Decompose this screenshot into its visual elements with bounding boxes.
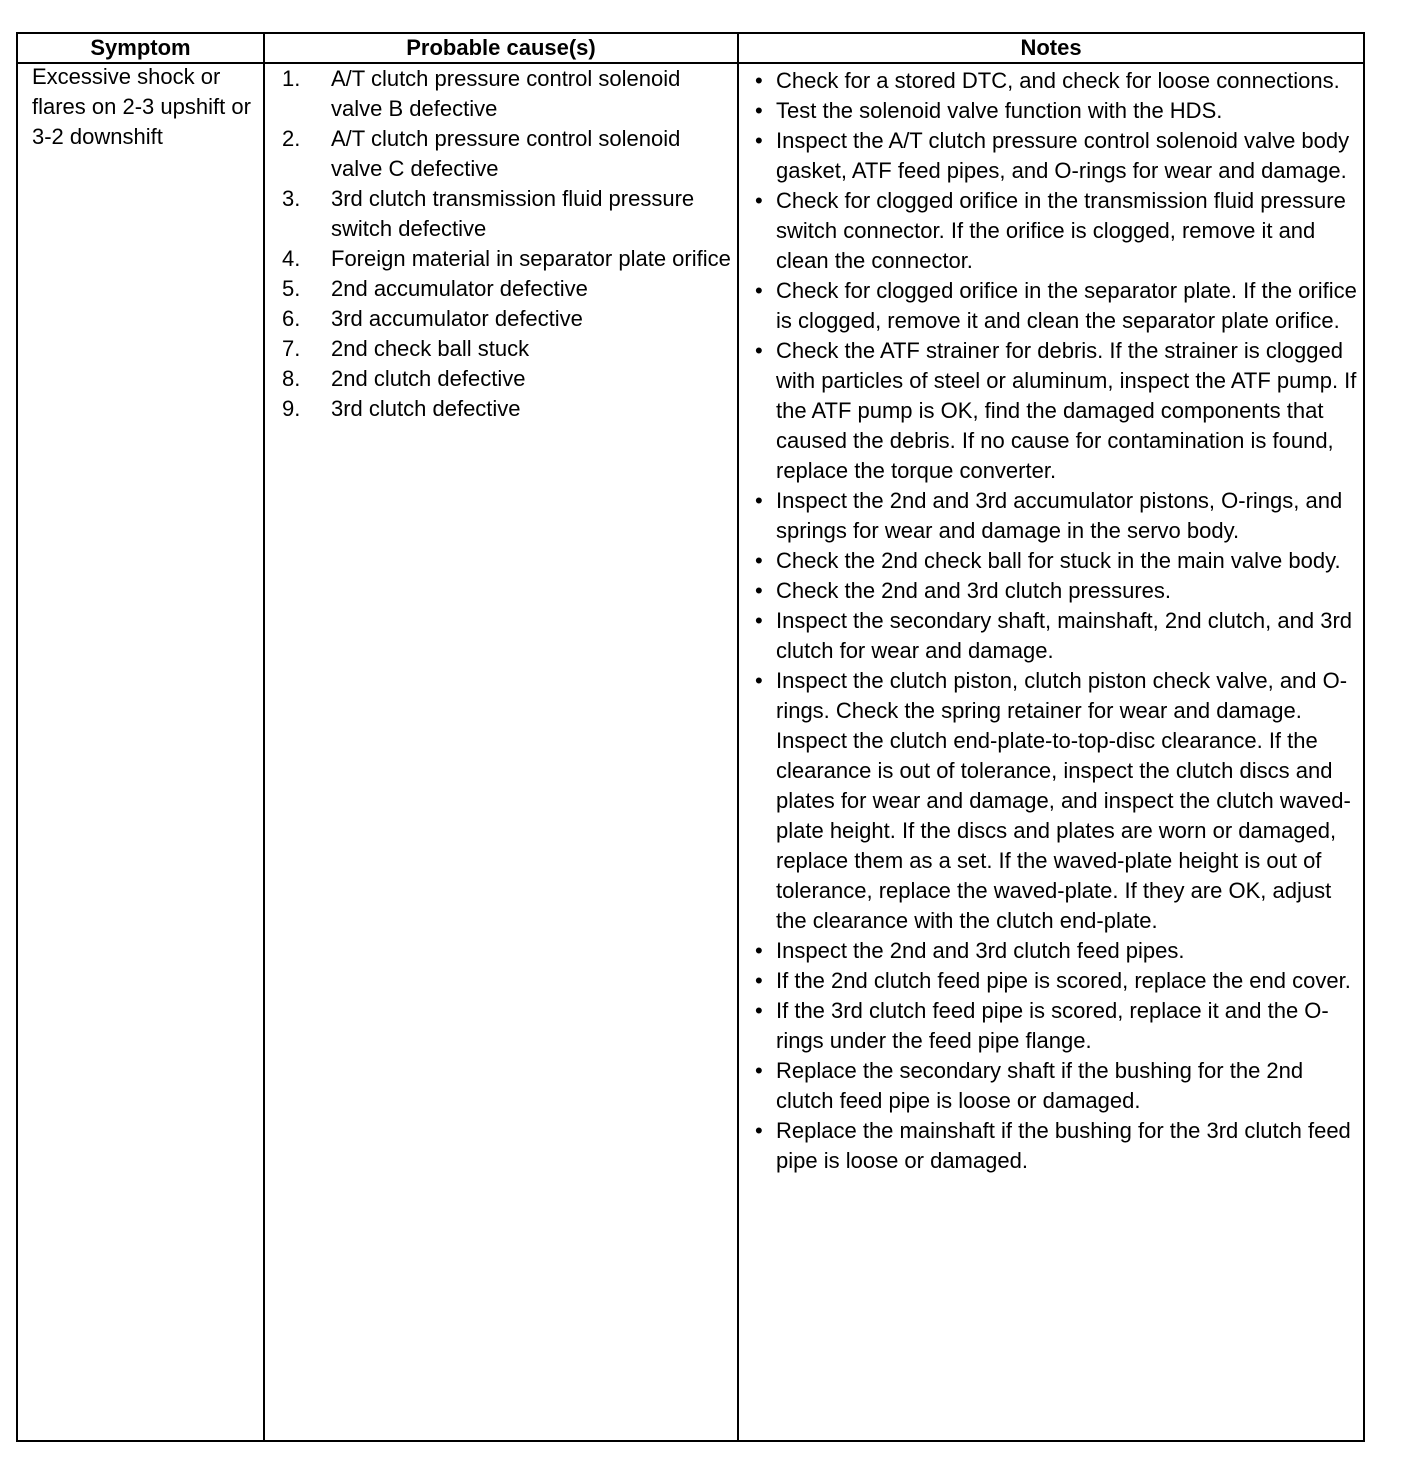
note-text: If the 2nd clutch feed pipe is scored, replace the end cover. <box>776 968 1351 993</box>
bullet-icon: • <box>755 968 763 993</box>
note-text: If the 3rd clutch feed pipe is scored, replace it and the O-rings under the feed pipe flange. <box>776 998 1329 1053</box>
cause-item <box>282 304 732 334</box>
cause-text: 2nd accumulator defective <box>331 276 588 301</box>
bullet-icon: • <box>755 1118 763 1143</box>
cause-item <box>282 124 732 184</box>
cause-number: 7. <box>282 336 301 361</box>
cause-item <box>282 244 732 274</box>
bullet-icon: • <box>755 938 763 963</box>
bullet-icon: • <box>755 128 763 153</box>
cause-item <box>282 64 732 124</box>
note-item <box>755 576 1358 606</box>
note-text: Check for a stored DTC, and check for loose connections. <box>776 68 1340 93</box>
header-probable-causes: Probable cause(s) <box>406 35 596 60</box>
note-item <box>755 96 1358 126</box>
note-item <box>755 546 1358 576</box>
bullet-icon: • <box>755 338 763 363</box>
cause-text: A/T clutch pressure control solenoid valve B defective <box>331 66 681 121</box>
note-item <box>755 606 1358 666</box>
column-divider-2 <box>737 32 739 1442</box>
bullet-icon: • <box>755 998 763 1023</box>
cause-item <box>282 184 732 244</box>
note-item <box>755 486 1358 546</box>
note-text: Replace the mainshaft if the bushing for the 3rd clutch feed pipe is loose or damaged. <box>776 1118 1351 1173</box>
note-text: Inspect the clutch piston, clutch piston check valve, and O-rings. Check the spring retainer for wear and damage. Inspect the clutch end-plate-to-top-disc clearance. If the clearance is out of tolerance, inspect the clutch discs and plates for wear and damage, and inspect the clutch waved-plate height. If the discs and plates are worn or damaged, replace them as a set. If the waved-plate height is out of tolerance, replace the waved-plate. If they are OK, adjust the clearance with the clutch end-plate. <box>776 668 1351 933</box>
note-item <box>755 936 1358 966</box>
cause-number: 3. <box>282 186 301 211</box>
note-item <box>755 276 1358 336</box>
bullet-icon: • <box>755 488 763 513</box>
bullet-icon: • <box>755 68 763 93</box>
cause-number: 5. <box>282 276 301 301</box>
note-item <box>755 336 1358 486</box>
note-text: Inspect the secondary shaft, mainshaft, 2nd clutch, and 3rd clutch for wear and damage. <box>776 608 1353 663</box>
note-item <box>755 66 1358 96</box>
note-text: Check the ATF strainer for debris. If the strainer is clogged with particles of steel or aluminum, inspect the ATF pump. If the ATF pump is OK, find the damaged components that caused the debris. If no cause for contamination is found, replace the torque converter. <box>776 338 1357 483</box>
note-text: Test the solenoid valve function with the HDS. <box>776 98 1223 123</box>
cause-number: 8. <box>282 366 301 391</box>
note-text: Inspect the 2nd and 3rd accumulator pistons, O-rings, and springs for wear and damage in the servo body. <box>776 488 1343 543</box>
cause-number: 6. <box>282 306 301 331</box>
bullet-icon: • <box>755 188 763 213</box>
header-symptom: Symptom <box>90 35 191 60</box>
symptom-text: Excessive shock or flares on 2-3 upshift or 3-2 downshift <box>32 64 251 149</box>
note-text: Check the 2nd check ball for stuck in the main valve body. <box>776 548 1341 573</box>
header-notes: Notes <box>1020 35 1082 60</box>
note-item <box>755 666 1358 936</box>
notes-list <box>755 66 1358 1176</box>
cause-text: Foreign material in separator plate orifice <box>331 246 731 271</box>
note-item <box>755 1116 1358 1176</box>
cause-item <box>282 274 732 304</box>
cause-text: 2nd clutch defective <box>331 366 526 391</box>
bullet-icon: • <box>755 608 763 633</box>
note-text: Check the 2nd and 3rd clutch pressures. <box>776 578 1172 603</box>
cause-number: 1. <box>282 66 301 91</box>
bullet-icon: • <box>755 578 763 603</box>
note-text: Inspect the A/T clutch pressure control solenoid valve body gasket, ATF feed pipes, and O-rings for wear and damage. <box>776 128 1350 183</box>
cause-item <box>282 364 732 394</box>
note-item <box>755 1056 1358 1116</box>
note-text: Check for clogged orifice in the transmission fluid pressure switch connector. If the orifice is clogged, remove it and clean the connector. <box>776 188 1346 273</box>
cause-number: 4. <box>282 246 301 271</box>
cause-item <box>282 394 732 424</box>
bullet-icon: • <box>755 1058 763 1083</box>
note-item <box>755 996 1358 1056</box>
note-text: Inspect the 2nd and 3rd clutch feed pipes. <box>776 938 1185 963</box>
cause-text: A/T clutch pressure control solenoid valve C defective <box>331 126 681 181</box>
cause-text: 2nd check ball stuck <box>331 336 530 361</box>
cause-text: 3rd clutch defective <box>331 396 521 421</box>
cause-number: 9. <box>282 396 301 421</box>
note-text: Replace the secondary shaft if the bushing for the 2nd clutch feed pipe is loose or damaged. <box>776 1058 1304 1113</box>
bullet-icon: • <box>755 548 763 573</box>
cause-text: 3rd clutch transmission fluid pressure switch defective <box>331 186 695 241</box>
note-text: Check for clogged orifice in the separator plate. If the orifice is clogged, remove it and clean the separator plate orifice. <box>776 278 1357 333</box>
probable-causes-list <box>282 64 732 424</box>
cause-text: 3rd accumulator defective <box>331 306 583 331</box>
note-item <box>755 186 1358 276</box>
note-item <box>755 126 1358 186</box>
cause-item <box>282 334 732 364</box>
bullet-icon: • <box>755 278 763 303</box>
note-item <box>755 966 1358 996</box>
bullet-icon: • <box>755 668 763 693</box>
bullet-icon: • <box>755 98 763 123</box>
cause-number: 2. <box>282 126 301 151</box>
column-divider-1 <box>263 32 265 1442</box>
